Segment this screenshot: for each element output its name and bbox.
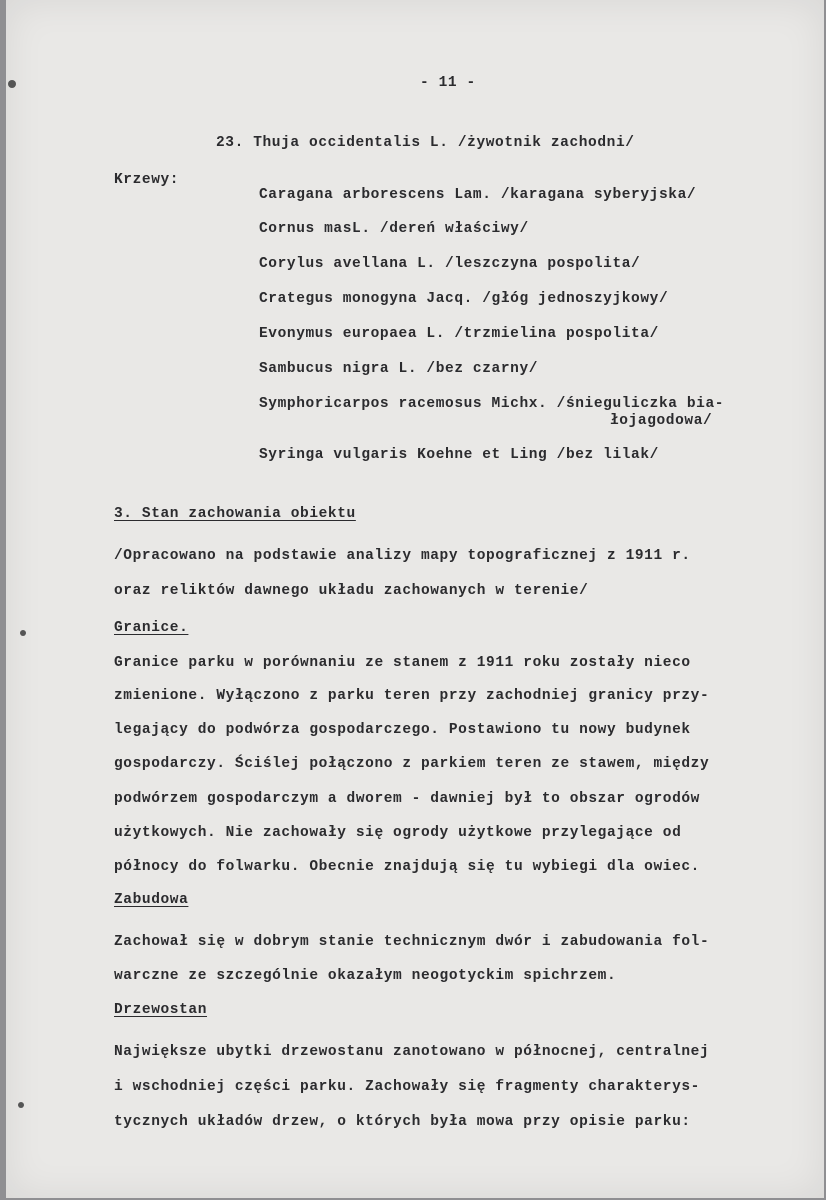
drzewostan-line: tycznych układów drzew, o których była mowa przy opisie parku: xyxy=(114,1114,691,1130)
shrub-line: Caragana arborescens Lam. /karagana syberyjska/ xyxy=(259,187,697,203)
zabudowa-line: Zachował się w dobrym stanie technicznym dwór i zabudowania fol- xyxy=(114,934,710,950)
granice-line: północy do folwarku. Obecnie znajdują się tu wybiegi dla owiec. xyxy=(114,859,700,875)
granice-line: użytkowych. Nie zachowały się ogrody użytkowe przylegające od xyxy=(114,825,682,841)
drzewostan-line: Największe ubytki drzewostanu zanotowano w północnej, centralnej xyxy=(114,1044,710,1060)
zabudowa-heading: Zabudowa xyxy=(114,892,189,908)
section-heading: 3. Stan zachowania obiektu xyxy=(114,506,356,522)
intro-line: /Opracowano na podstawie analizy mapy topograficznej z 1911 r. xyxy=(114,548,691,564)
binder-hole xyxy=(18,1102,24,1108)
binder-hole xyxy=(8,80,16,88)
shrub-line: Symphoricarpos racemosus Michx. /śnieguliczka bia- xyxy=(259,396,725,412)
granice-line: Granice parku w porównaniu ze stanem z 1911 roku zostały nieco xyxy=(114,655,691,671)
shrubs-label: Krzewy: xyxy=(114,172,180,188)
granice-line: gospodarczy. Ściślej połączono z parkiem teren ze stawem, między xyxy=(114,756,710,772)
granice-heading: Granice. xyxy=(114,620,189,636)
granice-line: zmienione. Wyłączono z parku teren przy zachodniej granicy przy- xyxy=(114,688,710,704)
shrub-line-continued: łojagodowa/ xyxy=(610,413,713,429)
binder-hole xyxy=(20,630,26,636)
shrub-line: Evonymus europaea L. /trzmielina pospolita/ xyxy=(259,326,659,342)
drzewostan-line: i wschodniej części parku. Zachowały się fragmenty charakterys- xyxy=(114,1079,700,1095)
drzewostan-heading: Drzewostan xyxy=(114,1002,208,1018)
granice-line: podwórzem gospodarczym a dworem - dawniej był to obszar ogrodów xyxy=(114,791,700,807)
shrub-line: Crategus monogyna Jacq. /głóg jednoszyjkowy/ xyxy=(259,291,669,307)
shrub-line: Corylus avellana L. /leszczyna pospolita/ xyxy=(259,256,641,272)
item-23: 23. Thuja occidentalis L. /żywotnik zachodni/ xyxy=(216,135,635,151)
document-page xyxy=(6,0,824,1198)
shrub-line: Syringa vulgaris Koehne et Ling /bez lilak/ xyxy=(259,447,659,463)
zabudowa-line: warczne ze szczególnie okazałym neogotyckim spichrzem. xyxy=(114,968,617,984)
shrub-line: Cornus masL. /dereń właściwy/ xyxy=(259,221,529,237)
intro-line: oraz reliktów dawnego układu zachowanych w terenie/ xyxy=(114,583,589,599)
page-number: - 11 - xyxy=(420,75,476,91)
granice-line: legający do podwórza gospodarczego. Postawiono tu nowy budynek xyxy=(114,722,691,738)
shrub-line: Sambucus nigra L. /bez czarny/ xyxy=(259,361,539,377)
